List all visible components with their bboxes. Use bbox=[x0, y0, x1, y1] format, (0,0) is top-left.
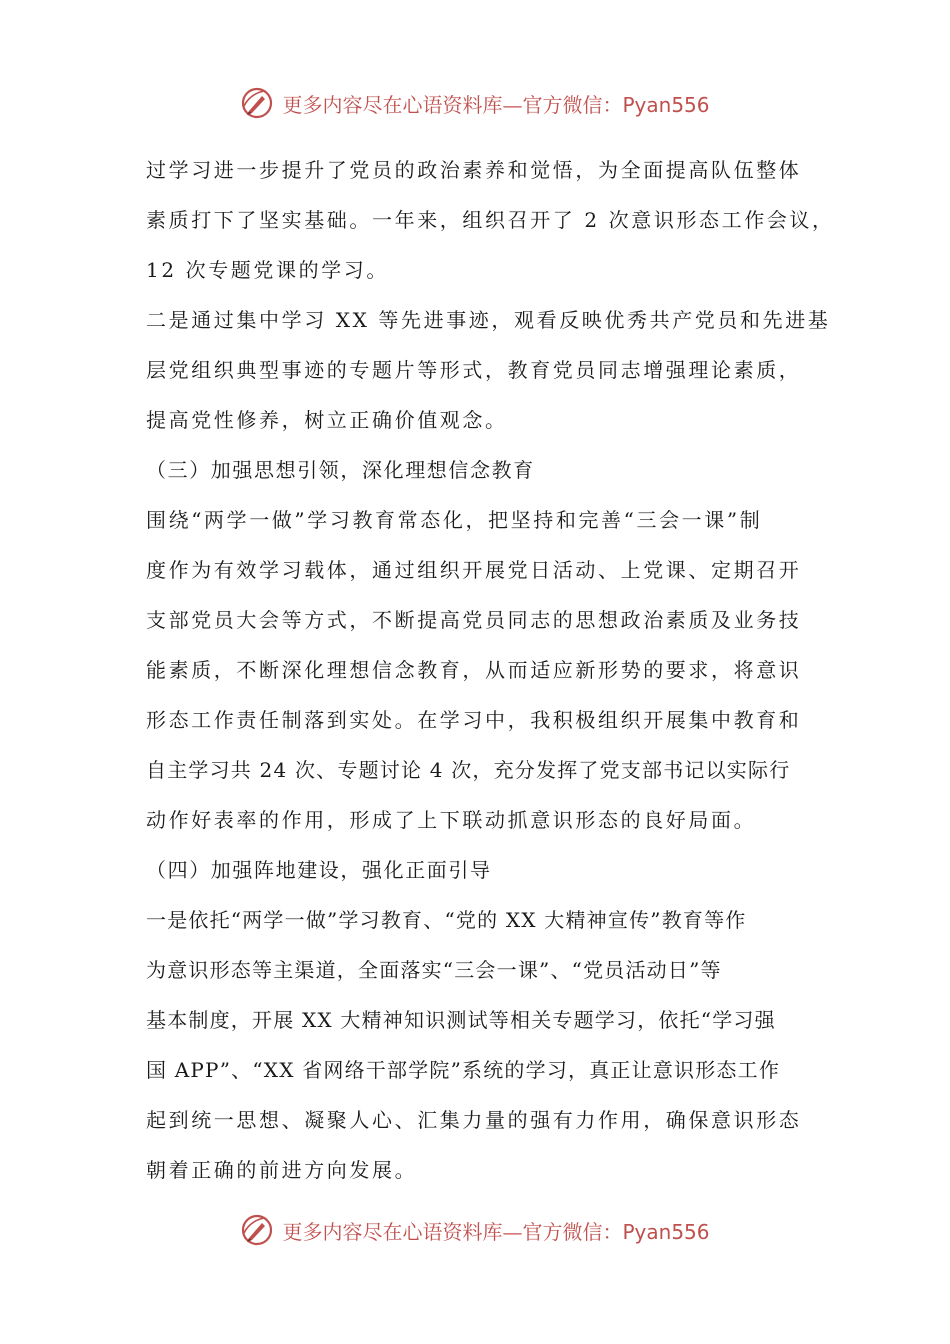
pen-logo-icon bbox=[240, 86, 274, 120]
text-line: 起到统一思想、凝聚人心、汇集力量的强有力作用，确保意识形态 bbox=[146, 1108, 802, 1132]
text-line: 形态工作责任制落到实处。在学习中，我积极组织开展集中教育和 bbox=[146, 708, 802, 732]
watermark-text: 更多内容尽在心语资料库—官方微信：Pyan556 bbox=[282, 1219, 710, 1244]
header-watermark bbox=[0, 83, 950, 123]
pen-logo-icon bbox=[240, 1213, 274, 1247]
text-line: 为意识形态等主渠道，全面落实“三会一课”、“党员活动日”等 bbox=[146, 958, 722, 982]
text-line: 支部党员大会等方式，不断提高党员同志的思想政治素质及业务技 bbox=[146, 608, 802, 632]
text-line: 12 次专题党课的学习。 bbox=[146, 258, 390, 282]
text-line: 提高党性修养，树立正确价值观念。 bbox=[146, 408, 508, 432]
watermark-text: 更多内容尽在心语资料库—官方微信：Pyan556 bbox=[282, 92, 710, 117]
text-line: 能素质，不断深化理想信念教育，从而适应新形势的要求，将意识 bbox=[146, 658, 802, 682]
text-line: 层党组织典型事迹的专题片等形式，教育党员同志增强理论素质， bbox=[146, 358, 802, 382]
text-line: 二是通过集中学习 XX 等先进事迹，观看反映优秀共产党员和先进基 bbox=[146, 308, 831, 332]
text-line: 围绕“两学一做”学习教育常态化，把坚持和完善“三会一课”制 bbox=[146, 508, 763, 532]
section-heading: （三）加强思想引领，深化理想信念教育 bbox=[146, 458, 535, 482]
text-line: 度作为有效学习载体，通过组织开展党日活动、上党课、定期召开 bbox=[146, 558, 802, 582]
text-line: 基本制度，开展 XX 大精神知识测试等相关专题学习，依托“学习强 bbox=[146, 1008, 776, 1032]
text-line: 朝着正确的前进方向发展。 bbox=[146, 1158, 418, 1182]
section-heading: （四）加强阵地建设，强化正面引导 bbox=[146, 858, 492, 882]
text-line: 素质打下了坚实基础。一年来，组织召开了 2 次意识形态工作会议， bbox=[146, 208, 835, 232]
text-line: 一是依托“两学一做”学习教育、“党的 XX 大精神宣传”教育等作 bbox=[146, 908, 747, 932]
text-line: 自主学习共 24 次、专题讨论 4 次，充分发挥了党支部书记以实际行 bbox=[146, 758, 791, 782]
document-body bbox=[146, 145, 835, 1195]
text-line: 动作好表率的作用，形成了上下联动抓意识形态的良好局面。 bbox=[146, 808, 757, 832]
text-line: 过学习进一步提升了党员的政治素养和觉悟，为全面提高队伍整体 bbox=[146, 158, 802, 182]
text-line: 国 APP”、“XX 省网络干部学院”系统的学习，真正让意识形态工作 bbox=[146, 1058, 781, 1082]
footer-watermark bbox=[0, 1210, 950, 1250]
